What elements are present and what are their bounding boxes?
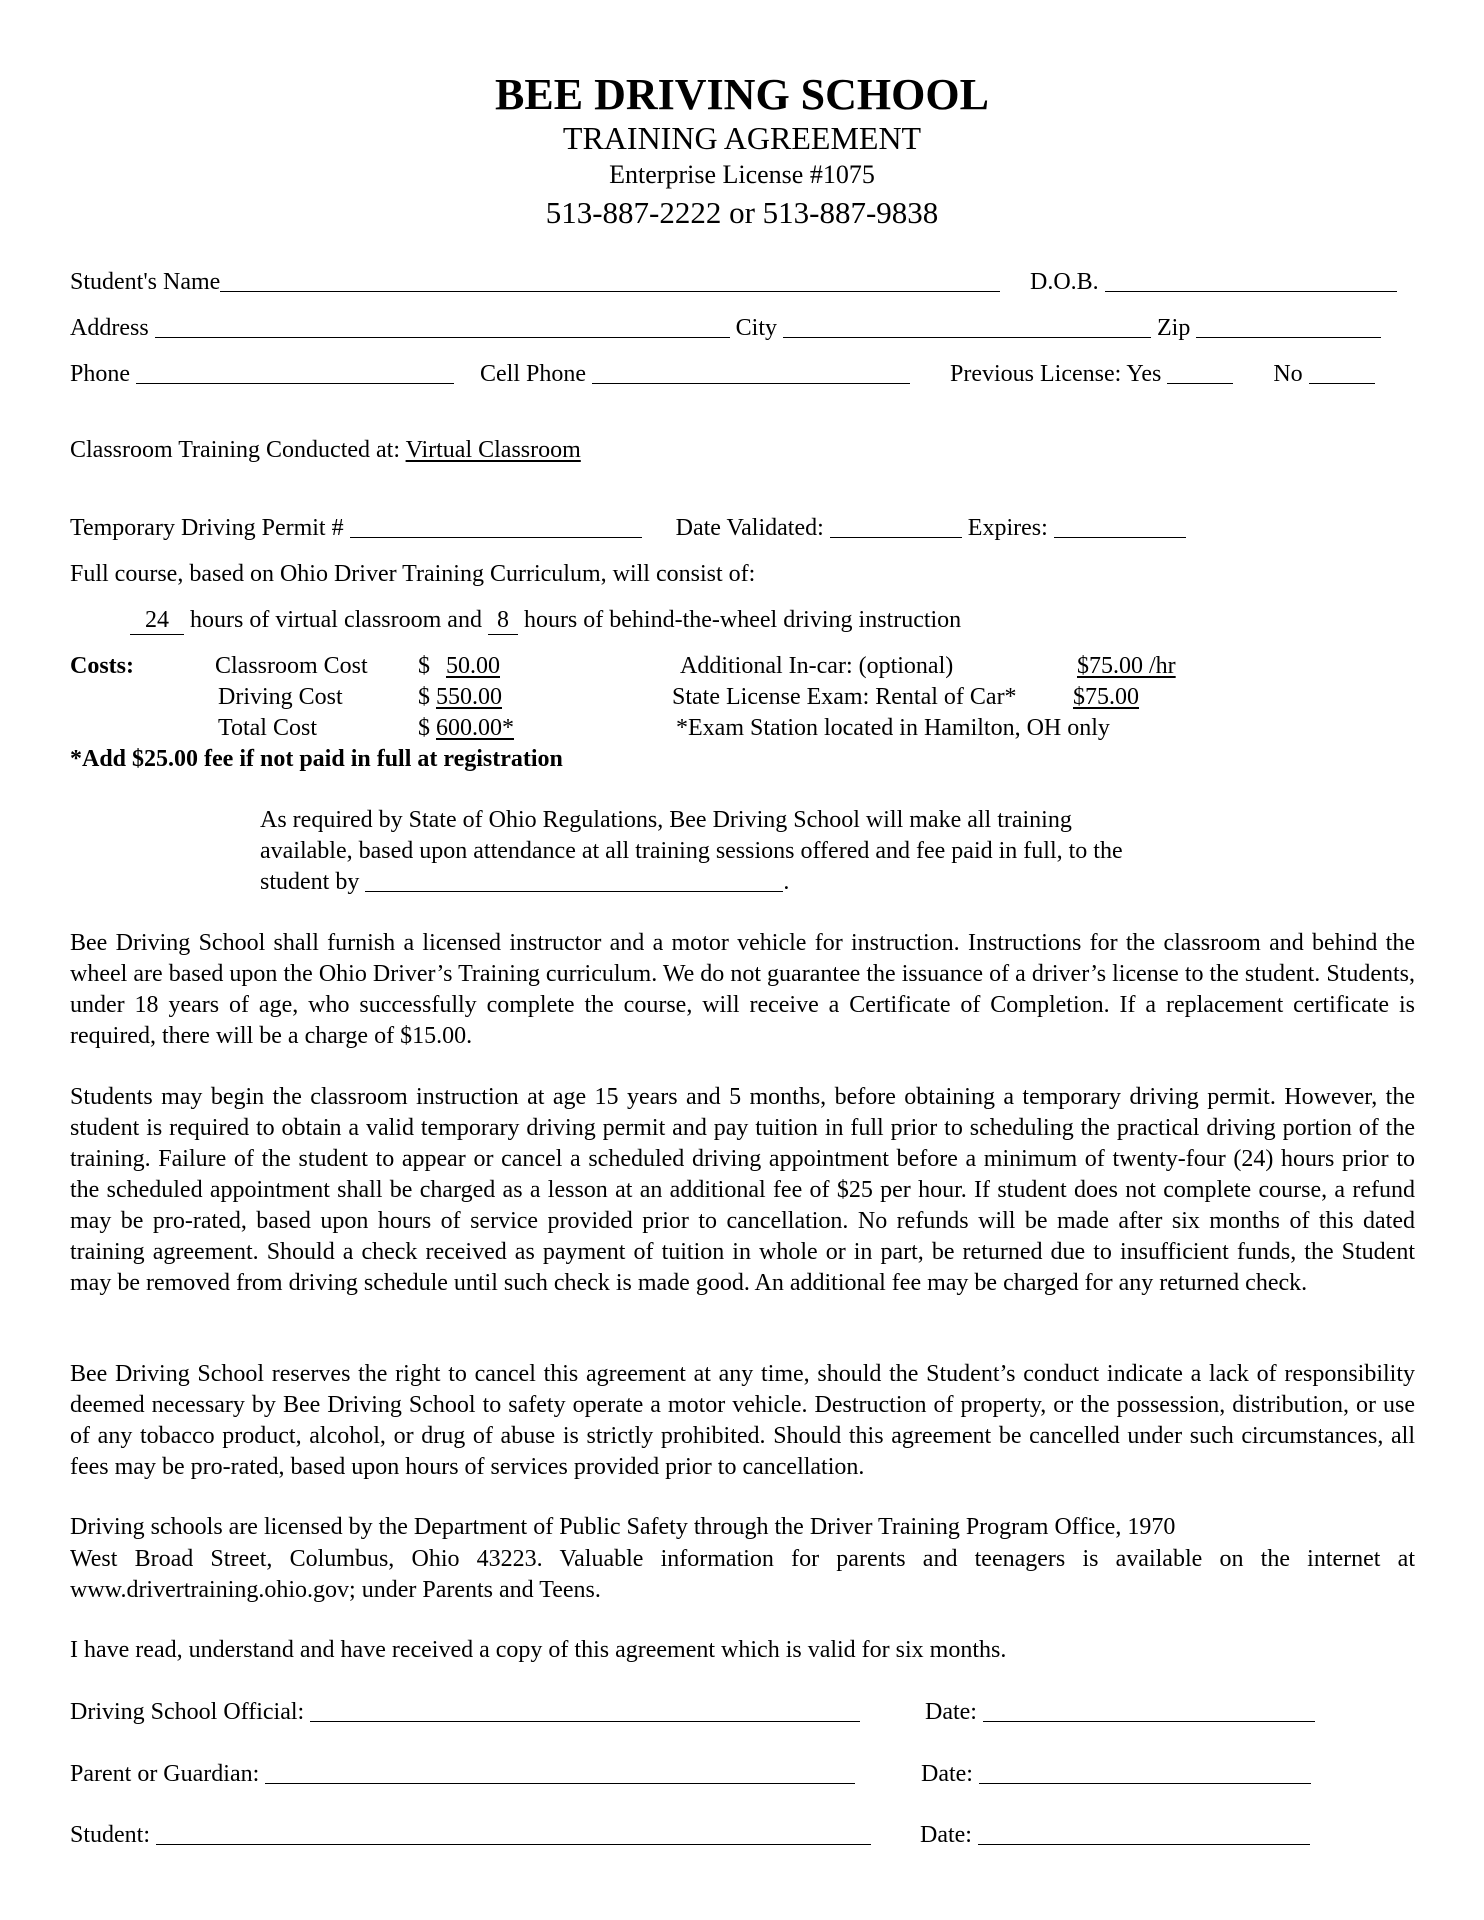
signature-label: Driving School Official: (70, 1699, 305, 1725)
acknowledgement: I have read, understand and have received a copy of this agreement which is valid for six months. (70, 1637, 1007, 1663)
date-label: Date: (920, 1822, 972, 1848)
dob-field[interactable] (1105, 269, 1397, 292)
expires-label: Expires: (967, 515, 1048, 541)
cost-amount-total-wrap (418, 714, 514, 742)
signature-label: Parent or Guardian: (70, 1761, 260, 1787)
phone-numbers: 513-887-2222 or 513-887-9838 (545, 195, 939, 230)
availability-line-2: available, based upon attendance at all training sessions offered and fee paid in full, to the (260, 838, 1123, 864)
city-field[interactable] (783, 315, 1151, 338)
paragraph-licensing-rest: West Broad Street, Columbus, Ohio 43223. Valuable information for parents and teenagers is available on the internet at www.drivertraining.ohio.gov; under Parents and Teens. (70, 1546, 1415, 1603)
dob-label: D.O.B. (1030, 269, 1099, 295)
permit-label: Temporary Driving Permit # (70, 515, 344, 541)
availability-student-by-label: student by (260, 869, 360, 895)
date-validated-field[interactable] (830, 515, 962, 538)
dob-row (1030, 268, 1397, 296)
phone-row (70, 360, 910, 388)
classroom-hours-text: hours of virtual classroom and (190, 607, 482, 633)
permit-number-field[interactable] (350, 515, 642, 538)
date-validated-label: Date Validated: (675, 515, 824, 541)
availability-line-1: As required by State of Ohio Regulations, Bee Driving School will make all training (260, 807, 1072, 833)
cost-amount-classroom-wrap (418, 652, 500, 680)
date-row-official (925, 1698, 1315, 1726)
availability-date-field[interactable] (365, 869, 783, 892)
classroom-hours-value: 24 (130, 606, 184, 635)
signature-row-guardian (70, 1760, 855, 1788)
cost-row-total (218, 714, 317, 742)
cell-phone-field[interactable] (592, 361, 910, 384)
paragraph-cancellation: Bee Driving School reserves the right to cancel this agreement at any time, should the Student’s conduct indicate a lack of responsibility deemed necessary by Bee Driving School to safety operate a motor vehicle. Destruction of property, or the possession, distribution, or use of any tobacco product, alcohol, or drug of abuse is strictly prohibited. Should this agreement be cancelled under such circumstances, all fees may be pro-rated, based upon hours of services provided prior to cancellation. (70, 1361, 1415, 1480)
cost-currency: $ (418, 653, 430, 679)
additional-incar-amount: $75.00 /hr (1077, 653, 1176, 679)
student-name-field[interactable] (220, 269, 1000, 292)
state-exam-amount: $75.00 (1073, 684, 1139, 710)
late-fee-note: *Add $25.00 fee if not paid in full at registration (70, 746, 563, 772)
cost-amount: 50.00 (446, 653, 500, 679)
date-row-student (920, 1821, 1310, 1849)
costs-label: Costs: (70, 653, 134, 679)
expires-field[interactable] (1054, 515, 1186, 538)
signature-label: Student: (70, 1822, 151, 1848)
student-name-label: Student's Name (70, 269, 221, 295)
course-hours-row (130, 606, 961, 635)
previous-license-yes-field[interactable] (1167, 361, 1233, 384)
official-date-field[interactable] (983, 1699, 1315, 1722)
address-label: Address (70, 315, 149, 341)
zip-label: Zip (1157, 315, 1191, 341)
exam-station-note: *Exam Station located in Hamilton, OH only (676, 715, 1110, 741)
permit-row (70, 514, 1186, 542)
availability-line-3 (260, 868, 789, 896)
driving-hours-value: 8 (488, 606, 518, 635)
cost-label: Classroom Cost (215, 653, 368, 679)
classroom-location-row (70, 436, 581, 464)
agreement-subtitle: TRAINING AGREEMENT (562, 120, 922, 156)
cost-amount: 600.00* (436, 715, 514, 741)
signature-row-official (70, 1698, 860, 1726)
previous-license-label: Previous License: (950, 361, 1122, 387)
availability-period: . (783, 869, 790, 895)
paragraph-instructor: Bee Driving School shall furnish a licensed instructor and a motor vehicle for instruction. Instructions for the classroom and behind the wheel are based upon the Ohio Driver’s Training curriculum. We do not guarantee the issuance of a driver’s license to the student. Students, under 18 years of age, who successfully complete the course, will receive a Certificate of Completion. If a replacement certificate is required, there will be a charge of $15.00. (70, 930, 1415, 1049)
school-title: BEE DRIVING SCHOOL (495, 70, 989, 119)
previous-license-row (950, 360, 1375, 388)
cost-currency: $ (418, 684, 430, 710)
course-intro: Full course, based on Ohio Driver Training Curriculum, will consist of: (70, 561, 756, 587)
phone-label: Phone (70, 361, 130, 387)
previous-license-no-field[interactable] (1309, 361, 1375, 384)
student-date-field[interactable] (978, 1822, 1310, 1845)
student-name-row (70, 268, 1000, 296)
classroom-location-label: Classroom Training Conducted at: (70, 437, 400, 463)
official-signature-field[interactable] (310, 1699, 860, 1722)
date-label: Date: (925, 1699, 977, 1725)
address-row (70, 314, 1381, 342)
guardian-signature-field[interactable] (265, 1761, 855, 1784)
cost-label: Total Cost (218, 715, 317, 741)
additional-incar-label: Additional In-car: (optional) (680, 653, 954, 679)
zip-field[interactable] (1196, 315, 1381, 338)
cost-amount-driving-wrap (418, 683, 502, 711)
phone-field[interactable] (136, 361, 454, 384)
cost-row-driving (218, 683, 343, 711)
cost-row-classroom (215, 652, 368, 680)
address-field[interactable] (155, 315, 730, 338)
driving-hours-text: hours of behind-the-wheel driving instruction (523, 607, 962, 633)
classroom-location-value: Virtual Classroom (405, 437, 581, 463)
guardian-date-field[interactable] (979, 1761, 1311, 1784)
cost-label: Driving Cost (218, 684, 343, 710)
previous-license-yes-label: Yes (1126, 361, 1162, 387)
previous-license-no-label: No (1273, 361, 1303, 387)
cell-phone-label: Cell Phone (480, 361, 586, 387)
date-row-guardian (921, 1760, 1311, 1788)
date-label: Date: (921, 1761, 973, 1787)
cost-currency: $ (418, 715, 430, 741)
enterprise-license: Enterprise License #1075 (609, 160, 875, 189)
signature-row-student (70, 1821, 871, 1849)
state-exam-label: State License Exam: Rental of Car* (672, 684, 1017, 710)
paragraph-licensing-line-1: Driving schools are licensed by the Department of Public Safety through the Driver Training Program Office, 1970 (70, 1514, 1176, 1540)
student-signature-field[interactable] (156, 1822, 871, 1845)
cost-amount: 550.00 (436, 684, 502, 710)
paragraph-permit-refund: Students may begin the classroom instruction at age 15 years and 5 months, before obtaining a temporary driving permit. However, the student is required to obtain a valid temporary driving permit and pay tuition in full prior to scheduling the practical driving portion of the training. Failure of the student to appear or cancel a scheduled driving appointment before a minimum of twenty-four (24) hours prior to the scheduled appointment shall be charged as a lesson at an additional fee of $25 per hour. If student does not complete course, a refund may be pro-rated, based upon hours of service provided prior to cancellation. No refunds will be made after six months of this dated training agreement. Should a check received as payment of tuition in whole or in part, be returned due to insufficient funds, the Student may be removed from driving schedule until such check is made good. An additional fee may be charged for any returned check. (70, 1084, 1415, 1296)
city-label: City (735, 315, 777, 341)
